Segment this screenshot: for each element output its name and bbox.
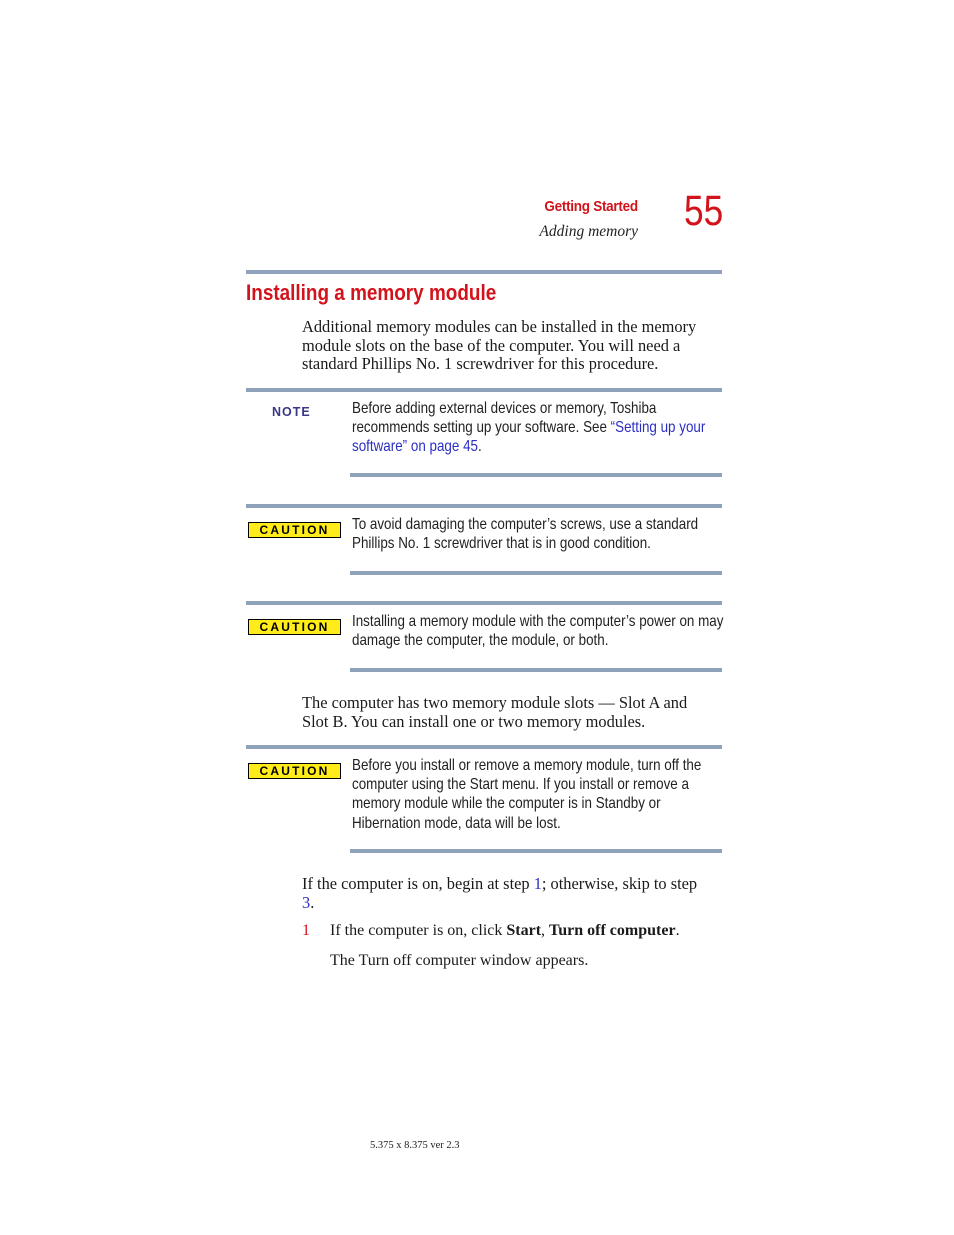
text-line: [352, 437, 724, 456]
text-line: Installing a memory module with the computer’s power on may: [352, 613, 724, 630]
text-line: damage the computer, the module, or both.: [352, 632, 609, 650]
step-result: The Turn off computer window appears.: [330, 952, 589, 969]
caution-bottom-rule: [350, 571, 722, 575]
cross-reference-link[interactable]: “Setting up your: [610, 419, 706, 437]
caution-label: CAUTION: [248, 619, 341, 635]
steps-intro: [302, 875, 722, 912]
caution-top-rule: [246, 601, 722, 605]
text-run: recommends setting up your software. See: [352, 419, 611, 437]
caution-text: [352, 612, 724, 650]
caution-label: CAUTION: [248, 763, 341, 779]
text-line: Before adding external devices or memory, Toshiba: [352, 400, 657, 417]
text-run: .: [675, 922, 680, 939]
step-link[interactable]: 1: [533, 874, 542, 893]
note-text: [352, 399, 724, 457]
section-rule: [246, 270, 722, 274]
text-line: [302, 875, 722, 894]
text-line: The computer has two memory module slots — Slot A and: [302, 693, 688, 712]
text-run: .: [310, 892, 315, 912]
ui-term: Turn off computer: [549, 922, 676, 939]
running-header-topic: Adding memory: [539, 223, 638, 240]
caution-bottom-rule: [350, 668, 722, 672]
caution-top-rule: [246, 504, 722, 508]
page-number: 55: [684, 187, 724, 235]
text-line: [302, 894, 722, 913]
intro-paragraph: [302, 318, 722, 374]
text-line: computer using the Start menu. If you install or remove a: [352, 776, 689, 794]
text-line: Hibernation mode, data will be lost.: [352, 814, 561, 832]
ui-term: Start: [506, 922, 542, 939]
text-run: ; otherwise, skip to step: [541, 874, 698, 893]
text-line: To avoid damaging the computer’s screws, use a standard: [352, 516, 699, 533]
caution-bottom-rule: [350, 849, 722, 853]
caution-top-rule: [246, 745, 722, 749]
text-line: Before you install or remove a memory module, turn off the: [352, 757, 702, 774]
step-link[interactable]: 3: [302, 892, 311, 912]
text-line: module slots on the base of the computer. You will need a: [302, 335, 681, 355]
caution-label: CAUTION: [248, 522, 341, 538]
text-line: memory module while the computer is in Standby or: [352, 795, 661, 813]
section-title: Installing a memory module: [246, 280, 497, 305]
text-line: Additional memory modules can be installed in the memory: [302, 317, 697, 336]
note-bottom-rule: [350, 473, 722, 477]
text-run: If the computer is on, begin at step: [302, 874, 534, 893]
text-line: [352, 418, 724, 437]
text-run: .: [478, 438, 482, 456]
text-line: standard Phillips No. 1 screwdriver for this procedure.: [302, 354, 659, 374]
text-line: Phillips No. 1 screwdriver that is in good condition.: [352, 535, 651, 553]
text-run: If the computer is on, click: [330, 922, 507, 939]
slots-paragraph: [302, 694, 722, 731]
note-top-rule: [246, 388, 722, 392]
page-footer: 5.375 x 8.375 ver 2.3: [370, 1140, 460, 1151]
running-header-section: Getting Started: [544, 198, 638, 215]
note-label: NOTE: [272, 405, 311, 419]
step-text: [330, 922, 680, 940]
step-number: 1: [302, 922, 310, 939]
cross-reference-link-cont[interactable]: software” on page 45: [352, 438, 479, 456]
caution-text: [352, 515, 724, 553]
caution-text: [352, 756, 724, 833]
text-run: ,: [541, 922, 550, 939]
text-line: Slot B. You can install one or two memory modules.: [302, 711, 646, 731]
